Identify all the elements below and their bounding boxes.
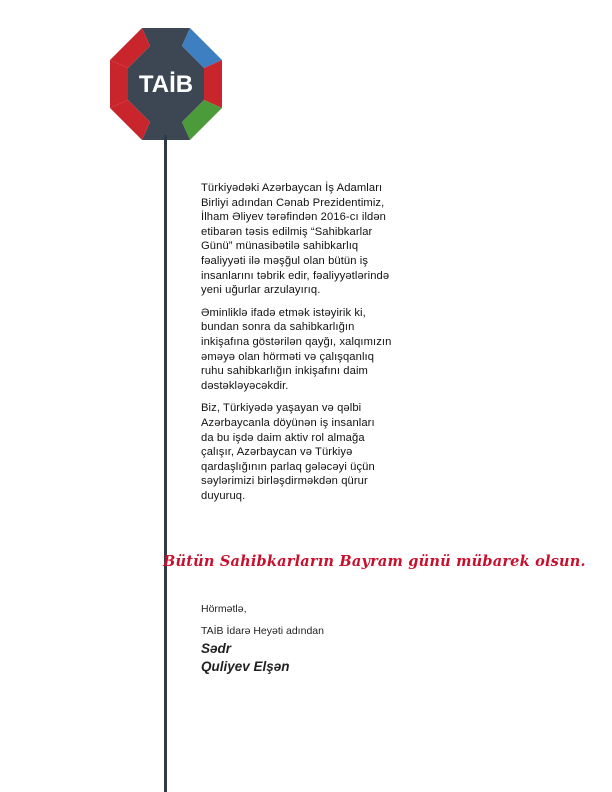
paragraph-3 <box>201 401 416 503</box>
text-line: Azərbaycanla döyünən iş insanları <box>201 416 375 429</box>
text-line: fəaliyyəti ilə məşğul olan bütün iş <box>201 254 369 267</box>
text-line: səylərimizi birləşdirməkdən qürur <box>201 475 368 488</box>
logo-text: TAİB <box>138 71 194 98</box>
logo-segment-top <box>142 28 190 46</box>
text-line: İlham Əliyev tərəfindən 2016-cı ildən <box>201 211 386 224</box>
taib-logo <box>108 26 224 142</box>
letter-body <box>201 181 416 511</box>
text-line: çalışır, Azərbaycan və Türkiyə <box>201 446 353 459</box>
text-line: dəstəkləyəcəkdir. <box>201 379 289 392</box>
text-line: əməyə olan hörməti və çalışqanlıq <box>201 350 375 363</box>
text-line: Türkiyədəki Azərbaycan İş Adamları <box>201 182 383 194</box>
holiday-greeting: Bütün Sahibkarların Bayram günü mübarek olsun. <box>163 553 586 570</box>
organization-text: TAİB İdarə Heyəti adından <box>201 625 324 637</box>
logo-segment-left <box>110 60 128 108</box>
signer-name: Quliyev Elşən <box>201 659 290 674</box>
closing-text: Hörmətlə, <box>201 603 247 615</box>
text-line: Əminliklə ifadə etmək istəyirik ki, <box>201 306 366 319</box>
text-line: da bu işdə daim aktiv rol almağa <box>201 431 365 444</box>
text-line: duyuruq. <box>201 489 246 502</box>
text-line: qardaşlığının parlaq gələcəyi üçün <box>201 460 375 473</box>
text-line: yeni uğurlar arzulayırıq. <box>201 284 321 297</box>
paragraph-2 <box>201 306 416 394</box>
paragraph-1 <box>201 181 416 298</box>
text-line: inkişafına göstərilən qayğı, xalqımızın <box>201 335 392 348</box>
text-line: bundan sonra da sahibkarlığın <box>201 321 355 334</box>
vertical-divider-line <box>164 135 167 792</box>
text-line: ruhu sahibkarlığın inkişafını daim <box>201 365 368 378</box>
text-line: Birliyi adından Cənab Prezidentimiz, <box>201 196 385 209</box>
signer-title: Sədr <box>201 641 232 656</box>
text-line: Biz, Türkiyədə yaşayan və qəlbi <box>201 402 362 415</box>
signature-block <box>201 603 324 676</box>
logo-segment-right <box>204 60 222 108</box>
text-line: insanlarını təbrik edir, fəaliyyətlərində <box>201 269 390 282</box>
text-line: Günü” münasibətilə sahibkarlıq <box>201 240 359 253</box>
text-line: etibarən təsis edilmiş “Sahibkarlar <box>201 225 373 238</box>
